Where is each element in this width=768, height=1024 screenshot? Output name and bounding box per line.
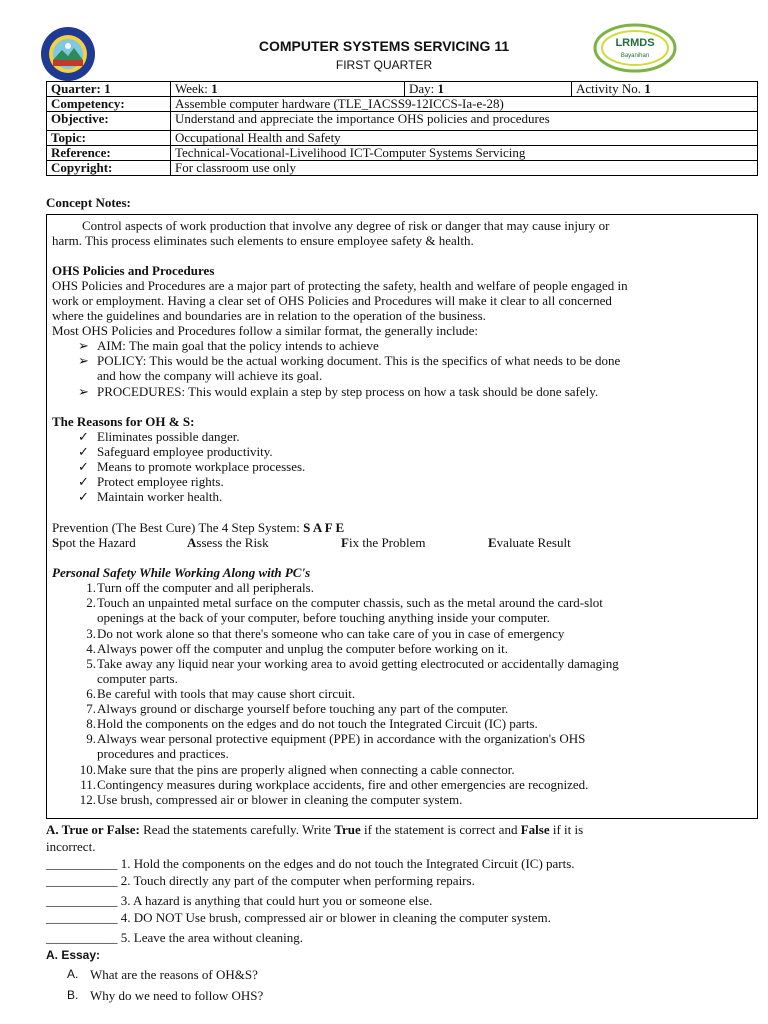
topic-label: Topic: <box>47 131 171 146</box>
reference-label: Reference: <box>47 146 171 161</box>
step-item-continued: openings at the back of your computer, before touching anything inside your computer. <box>97 610 550 625</box>
step-number: 9. <box>86 731 96 746</box>
personal-safety-heading: Personal Safety While Working Along with PC's <box>52 565 311 580</box>
step-item: Make sure that the pins are properly aligned when connecting a cable connector. <box>97 762 515 777</box>
ohs-paragraph-line-1: OHS Policies and Procedures are a major part of protecting the safety, health and welfare of people engaged in <box>52 278 628 293</box>
objective-label: Objective: <box>47 112 171 131</box>
step-item-continued: computer parts. <box>97 671 178 686</box>
step-item: Be careful with tools that may cause short circuit. <box>97 686 356 701</box>
essay-question: Why do we need to follow OHS? <box>90 988 264 1003</box>
step-item: Always ground or discharge yourself before touching any part of the computer. <box>97 701 509 716</box>
lrmds-logo-sub: Bayanihan <box>620 53 650 59</box>
policy-item-line-1: POLICY: This would be the actual working document. This is the specifics of what needs to be done <box>97 353 621 368</box>
answer-blank[interactable]: ___________ <box>46 873 118 888</box>
step-item: Turn off the computer and all peripherals. <box>97 580 314 595</box>
true-false-instructions-continued: incorrect. <box>46 839 96 854</box>
step-item: Take away any liquid near your working area to avoid getting electrocuted or accidentally damaging <box>97 656 619 671</box>
document-title: COMPUTER SYSTEMS SERVICING 11 <box>258 38 510 54</box>
essay-letter: A. <box>67 967 79 981</box>
safe-step-fix: Fix the Problem <box>341 535 426 550</box>
intro-line-1: Control aspects of work production that involve any degree of risk or danger that may cause injury or <box>82 218 610 233</box>
ohs-heading: OHS Policies and Procedures <box>52 263 215 278</box>
check-icon: ✓ <box>78 429 89 444</box>
check-icon: ✓ <box>78 459 89 474</box>
deped-seal-logo <box>40 26 96 82</box>
lrmds-logo-text: LRMDS <box>615 37 655 49</box>
tf-item: ___________ 2. Touch directly any part of the computer when performing repairs. <box>46 873 475 888</box>
ohs-paragraph-line-2: work or employment. Having a clear set of OHS Policies and Procedures will make it clear to all concerned <box>52 293 612 308</box>
step-number: 1. <box>86 580 96 595</box>
safe-step-evaluate: Evaluate Result <box>488 535 571 550</box>
tf-item: ___________ 1. Hold the components on the edges and do not touch the Integrated Circuit (IC) parts. <box>46 856 575 871</box>
reasons-heading: The Reasons for OH & S: <box>52 414 195 429</box>
step-item: Hold the components on the edges and do not touch the Integrated Circuit (IC) parts. <box>97 716 538 731</box>
arrow-bullet-icon: ➢ <box>78 353 89 368</box>
competency-label: Competency: <box>47 97 171 112</box>
step-item: Always wear personal protective equipment (PPE) in accordance with the organization's OHS <box>97 731 586 746</box>
policy-item-line-2: and how the company will achieve its goal. <box>97 368 323 383</box>
ohs-paragraph-line-4: Most OHS Policies and Procedures follow a similar format, the generally include: <box>52 323 479 338</box>
reason-item: Safeguard employee productivity. <box>97 444 273 459</box>
check-icon: ✓ <box>78 474 89 489</box>
step-number: 10. <box>79 762 96 777</box>
intro-line-2: harm. This process eliminates such elements to ensure employee safety & health. <box>52 233 474 248</box>
tf-item: ___________ 5. Leave the area without cleaning. <box>46 930 304 945</box>
reason-item: Eliminates possible danger. <box>97 429 240 444</box>
step-item-continued: procedures and practices. <box>97 746 229 761</box>
reason-item: Maintain worker health. <box>97 489 223 504</box>
concept-notes-label: Concept Notes: <box>46 195 131 210</box>
reference-value: Technical-Vocational-Livelihood ICT-Computer Systems Servicing <box>171 146 758 161</box>
tf-item: ___________ 3. A hazard is anything that could hurt you or someone else. <box>46 893 433 908</box>
safe-step-assess: Assess the Risk <box>187 535 269 550</box>
step-item: Always power off the computer and unplug the computer before working on it. <box>97 641 508 656</box>
activity-cell: Activity No. 1 <box>572 82 758 97</box>
document-subtitle: FIRST QUARTER <box>335 58 433 72</box>
step-item: Contingency measures during workplace accidents, fire and other emergencies are recognized. <box>97 777 589 792</box>
reason-item: Means to promote workplace processes. <box>97 459 306 474</box>
answer-blank[interactable]: ___________ <box>46 856 118 871</box>
competency-value: Assemble computer hardware (TLE_IACSS9-12ICCS-Ia-e-28) <box>171 97 758 112</box>
check-icon: ✓ <box>78 444 89 459</box>
prevention-line: Prevention (The Best Cure) The 4 Step System: S A F E <box>52 520 345 535</box>
arrow-bullet-icon: ➢ <box>78 338 89 353</box>
topic-value: Occupational Health and Safety <box>171 131 758 146</box>
arrow-bullet-icon: ➢ <box>78 384 89 399</box>
procedures-item: PROCEDURES: This would explain a step by step process on how a task should be done safely. <box>97 384 599 399</box>
answer-blank[interactable]: ___________ <box>46 930 118 945</box>
lrmds-logo <box>592 22 678 74</box>
step-item: Use brush, compressed air or blower in cleaning the computer system. <box>97 792 463 807</box>
day-cell: Day: 1 <box>405 82 572 97</box>
answer-blank[interactable]: ___________ <box>46 893 118 908</box>
copyright-value: For classroom use only <box>171 161 758 176</box>
essay-question: What are the reasons of OH&S? <box>90 967 258 982</box>
week-cell: Week: 1 <box>171 82 405 97</box>
lesson-info-table <box>46 81 758 176</box>
reason-item: Protect employee rights. <box>97 474 224 489</box>
ohs-paragraph-line-3: where the guidelines and boundaries are in relation to the operation of the business. <box>52 308 486 323</box>
check-icon: ✓ <box>78 489 89 504</box>
quarter-cell: Quarter: 1 <box>47 82 171 97</box>
step-number: 11. <box>80 777 96 792</box>
step-number: 7. <box>86 701 96 716</box>
step-number: 5. <box>86 656 96 671</box>
tf-item: ___________ 4. DO NOT Use brush, compressed air or blower in cleaning the computer system. <box>46 910 551 925</box>
answer-blank[interactable]: ___________ <box>46 910 118 925</box>
objective-value: Understand and appreciate the importance OHS policies and procedures <box>171 112 758 131</box>
copyright-label: Copyright: <box>47 161 171 176</box>
essay-letter: B. <box>67 988 79 1002</box>
step-number: 6. <box>86 686 96 701</box>
step-number: 2. <box>86 595 96 610</box>
step-item: Touch an unpainted metal surface on the computer chassis, such as the metal around the card-slot <box>97 595 603 610</box>
safe-step-spot: Spot the Hazard <box>52 535 136 550</box>
aim-item: AIM: The main goal that the policy intends to achieve <box>97 338 379 353</box>
true-false-instructions: A. True or False: Read the statements carefully. Write True if the statement is correct and False if it is <box>46 822 584 837</box>
step-number: 12. <box>79 792 96 807</box>
essay-label: A. Essay: <box>46 948 101 962</box>
step-item: Do not work alone so that there's someone who can take care of you in case of emergency <box>97 626 565 641</box>
step-number: 4. <box>86 641 96 656</box>
step-number: 3. <box>86 626 96 641</box>
step-number: 8. <box>86 716 96 731</box>
